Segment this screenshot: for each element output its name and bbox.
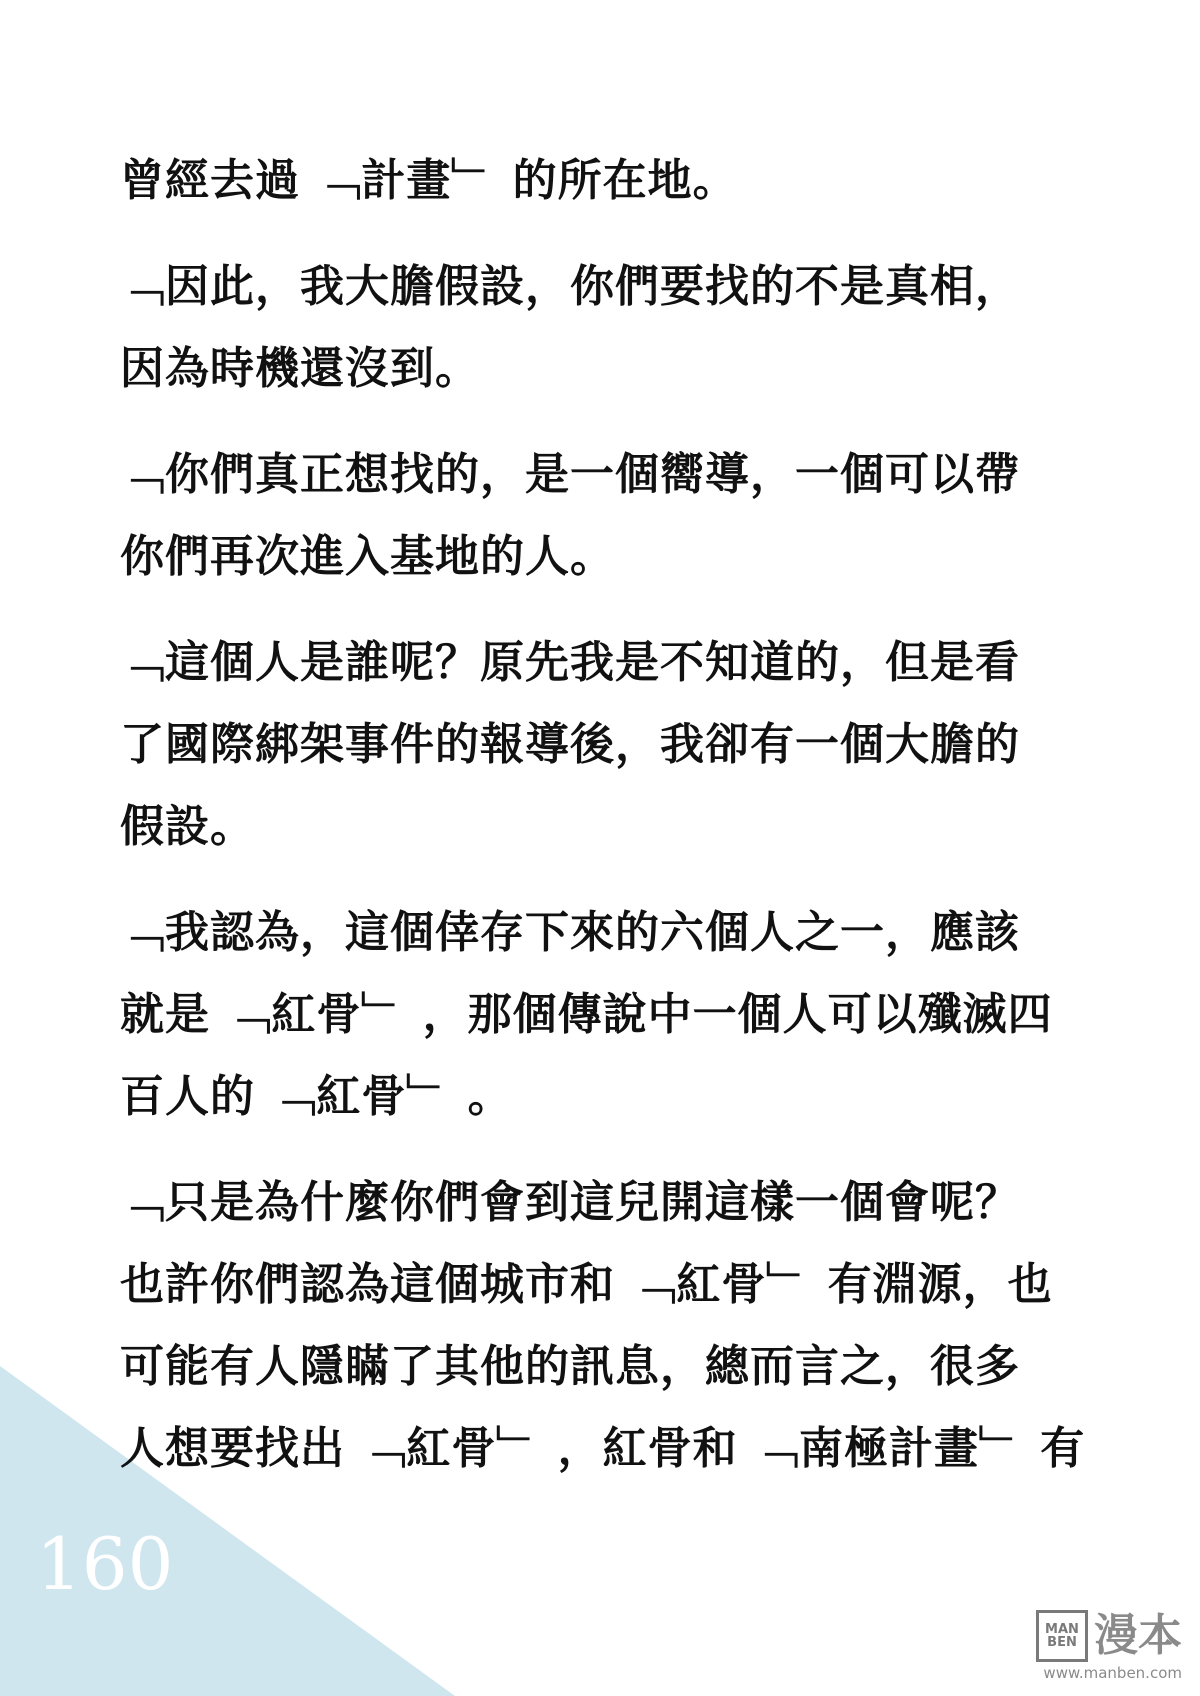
text-line: 人想要找出 ﹁紅骨﹂ ，紅骨和 ﹁南極計畫﹂ 有 [120,1423,1086,1474]
watermark-url: www.manben.com [1043,1664,1182,1682]
text-line: 就是 ﹁紅骨﹂ ，那個傳說中一個人可以殲滅四 [120,989,1053,1040]
text-line: 可能有人隱瞞了其他的訊息，總而言之，很多 [120,1341,1020,1392]
paragraph [120,622,1080,868]
watermark-brand [1036,1610,1182,1662]
text-line: 你們再次進入基地的人。 [120,531,615,582]
paragraph [120,140,1080,222]
watermark-name: 漫本 [1094,1610,1182,1661]
text-line: ﹁我認為，這個倖存下來的六個人之一，應該 [120,907,1020,958]
paragraph [120,892,1080,1138]
text-line: ﹁因此，我大膽假設，你們要找的不是真相， [120,261,1020,312]
text-line: ﹁你們真正想找的，是一個嚮導，一個可以帶 [120,449,1020,500]
paragraph [120,1162,1086,1490]
paragraph [120,246,1080,410]
text-line: ﹁只是為什麼你們會到這兒開這樣一個會呢？ [120,1177,1020,1228]
watermark-logo: MAN BEN [1036,1610,1088,1662]
page-number: 160 [36,1522,174,1606]
body-text [120,140,1086,1514]
paragraph [120,434,1080,598]
text-line: 因為時機還沒到。 [120,343,480,394]
text-line: 假設。 [120,801,255,852]
text-line: ﹁這個人是誰呢？原先我是不知道的，但是看 [120,637,1020,688]
text-line: 了國際綁架事件的報導後，我卻有一個大膽的 [120,719,1020,770]
text-line: 也許你們認為這個城市和 ﹁紅骨﹂ 有淵源，也 [120,1259,1053,1310]
text-line: 百人的 ﹁紅骨﹂ 。 [120,1071,513,1122]
text-line: 曾經去過 ﹁計畫﹂ 的所在地。 [120,155,738,206]
watermark [1036,1610,1182,1682]
